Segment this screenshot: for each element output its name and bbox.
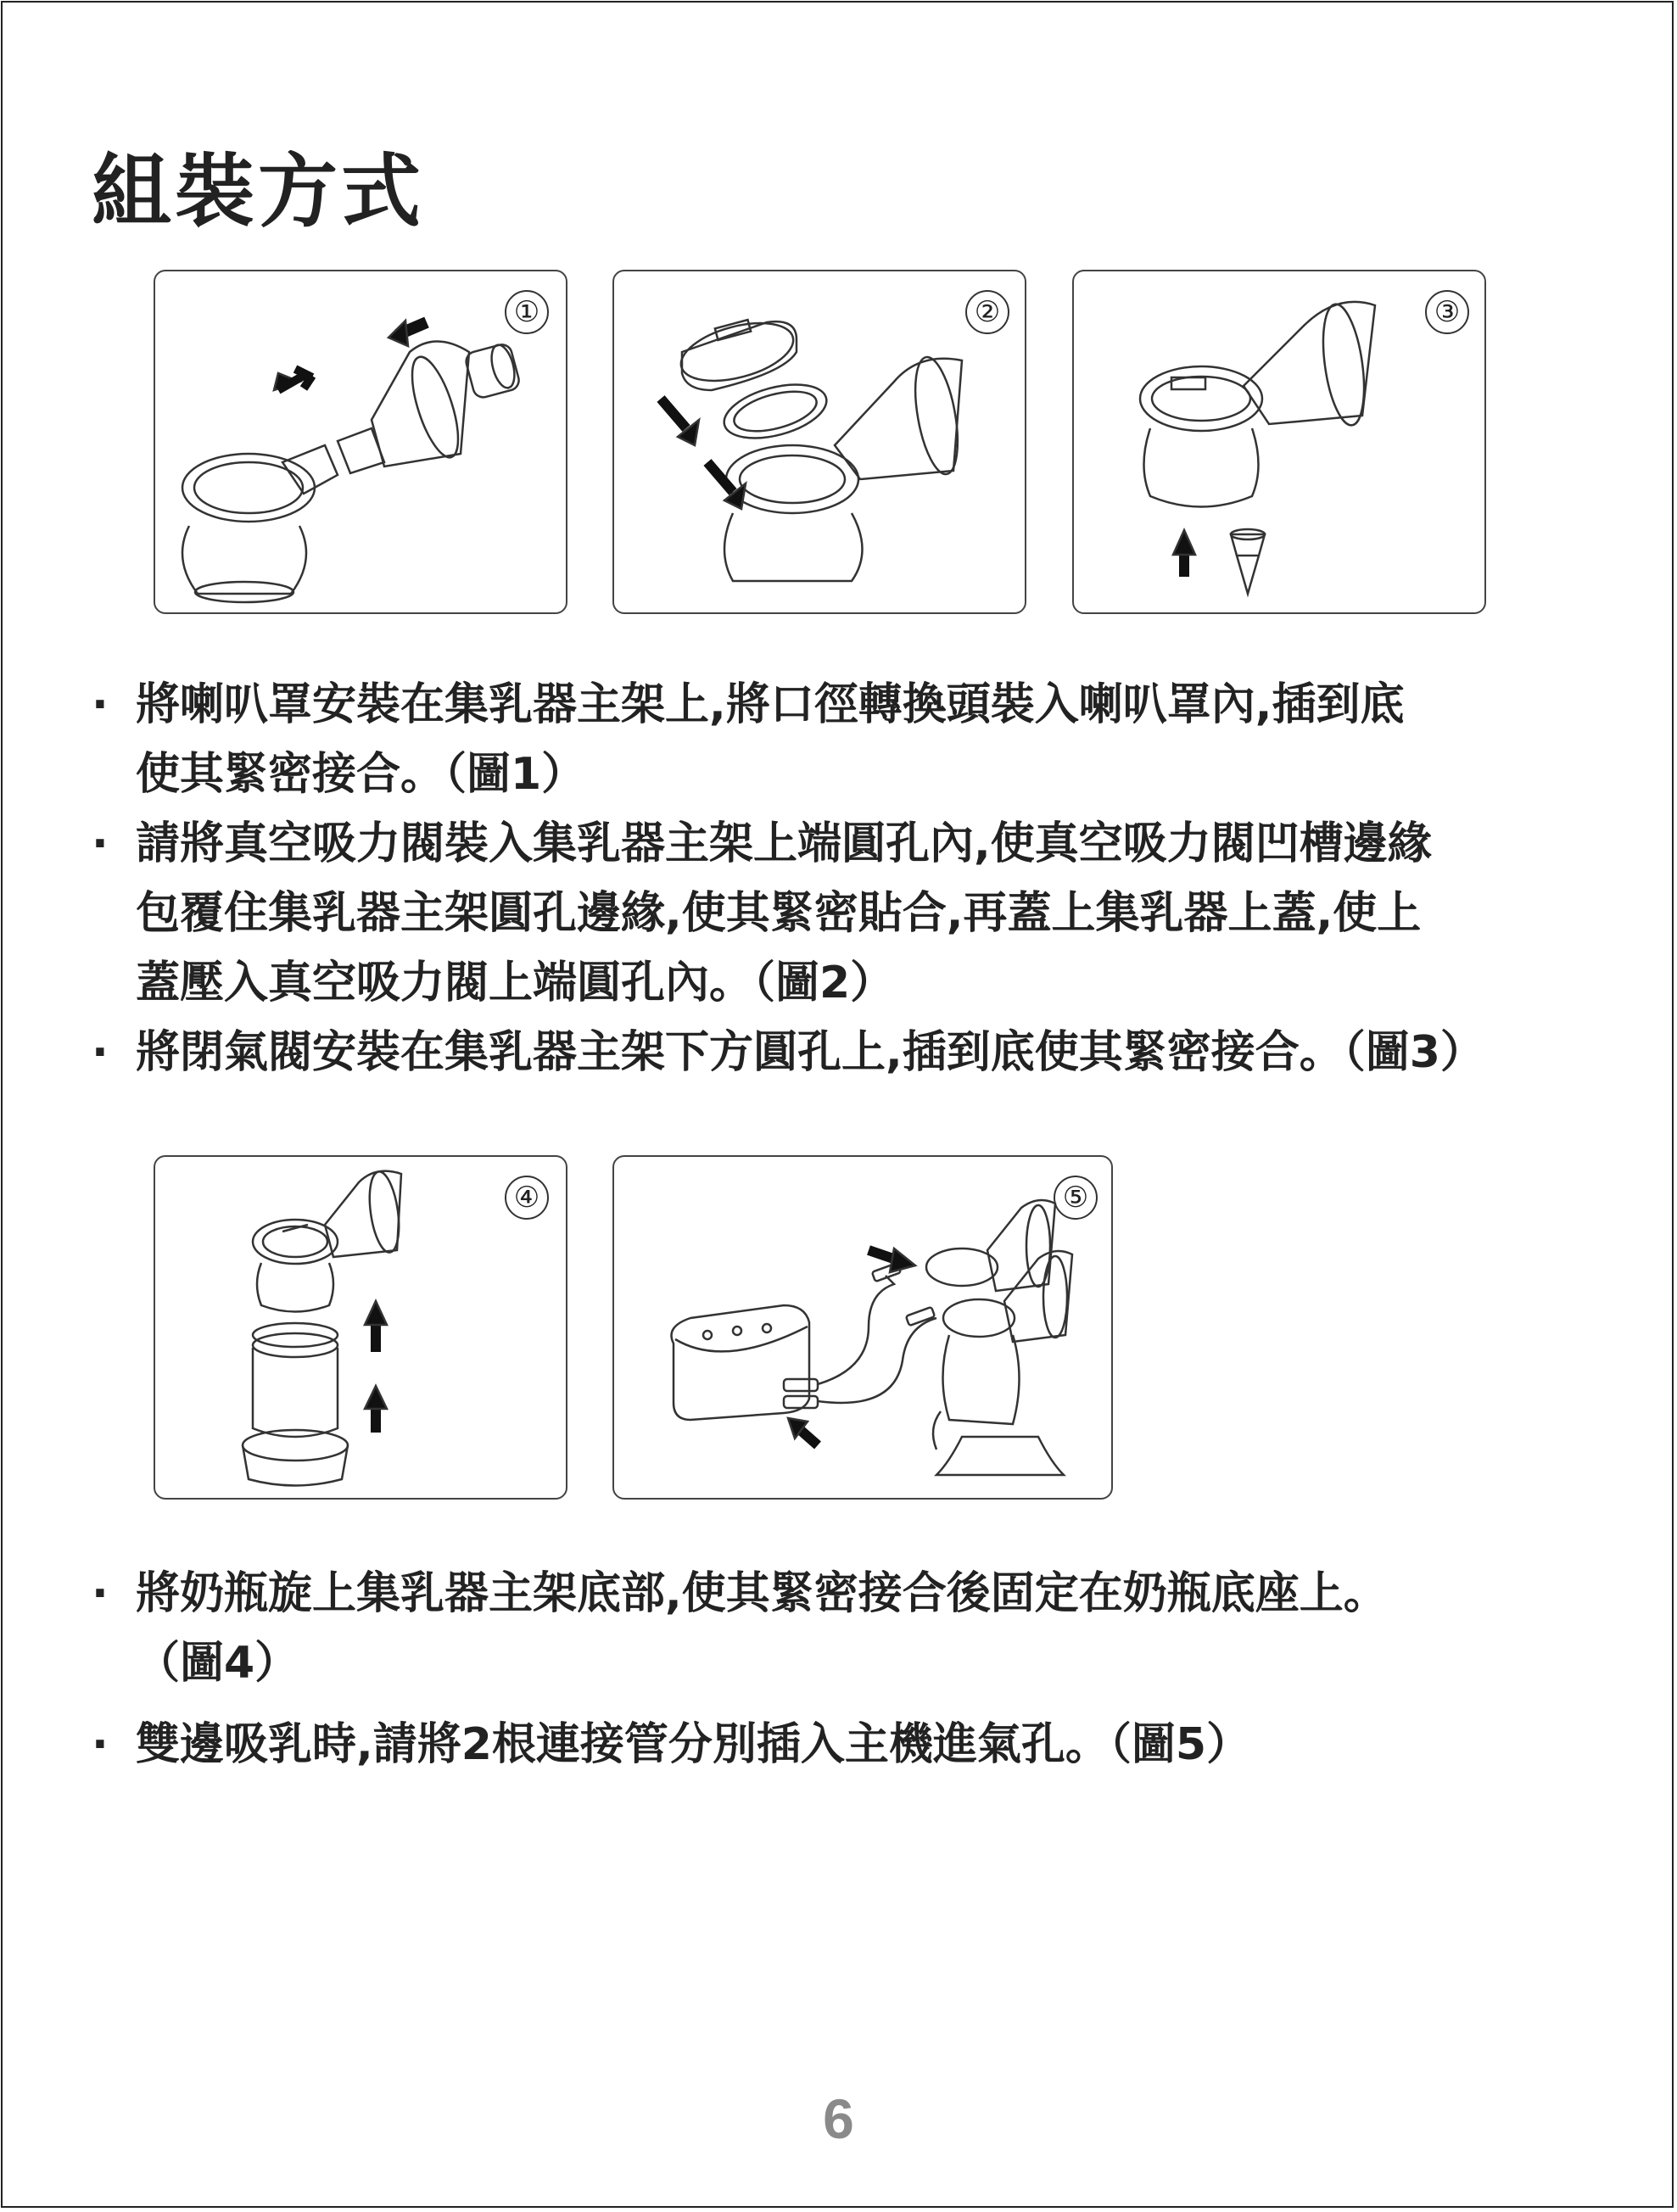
bullet-dot: · (92, 818, 109, 869)
figure-3-number: ③ (1425, 290, 1469, 334)
figure-3 (1072, 270, 1486, 614)
bottle-and-base-assembly-icon (155, 1157, 567, 1500)
dual-tube-connection-to-pump-icon (614, 1157, 1113, 1500)
bullet-dot: · (92, 1568, 109, 1619)
figure-2 (612, 270, 1026, 614)
bullet-dot: · (92, 1719, 109, 1770)
vacuum-valve-and-lid-assembly-icon (614, 271, 1026, 614)
instruction-item (92, 1018, 1585, 1087)
page-title: 組裝方式 (92, 146, 425, 238)
instruction-text: 雙邊吸乳時,請將2根連接管分別插入主機進氣孔。（圖5） (136, 1719, 1251, 1770)
instruction-item (92, 1559, 1585, 1698)
figure-5-number: ⑤ (1054, 1176, 1098, 1220)
instruction-item (92, 670, 1585, 809)
instruction-item (92, 1710, 1585, 1779)
bullet-dot: · (92, 679, 109, 730)
page-number: 6 (823, 2087, 854, 2150)
figure-2-number: ② (965, 290, 1009, 334)
figure-1-number: ① (505, 290, 549, 334)
instructions-group-2 (92, 1559, 1585, 1779)
duckbill-valve-insertion-icon (1074, 271, 1486, 614)
instruction-text: 將奶瓶旋上集乳器主架底部,使其緊密接合後固定在奶瓶底座上。 （圖4） (136, 1568, 1388, 1689)
figure-5 (612, 1155, 1113, 1500)
instruction-text: 將喇叭罩安裝在集乳器主架上,將口徑轉換頭裝入喇叭罩內,插到底 使其緊密接合。（圖1） (136, 679, 1405, 800)
instruction-item (92, 809, 1585, 1018)
figure-4 (154, 1155, 567, 1500)
instructions-group-1 (92, 670, 1585, 1087)
instruction-text: 將閉氣閥安裝在集乳器主架下方圓孔上,插到底使其緊密接合。（圖3） (136, 1027, 1484, 1078)
bullet-dot: · (92, 1027, 109, 1078)
figure-4-number: ④ (505, 1176, 549, 1220)
figure-1 (154, 270, 567, 614)
instruction-text: 請將真空吸力閥裝入集乳器主架上端圓孔內,使真空吸力閥凹槽邊緣 包覆住集乳器主架圓孔邊緣,使其緊密貼合,再蓋上集乳器上蓋,使上 蓋壓入真空吸力閥上端圓孔內。（圖2） (136, 818, 1432, 1008)
breast-shield-and-adapter-assembly-icon (155, 271, 567, 614)
